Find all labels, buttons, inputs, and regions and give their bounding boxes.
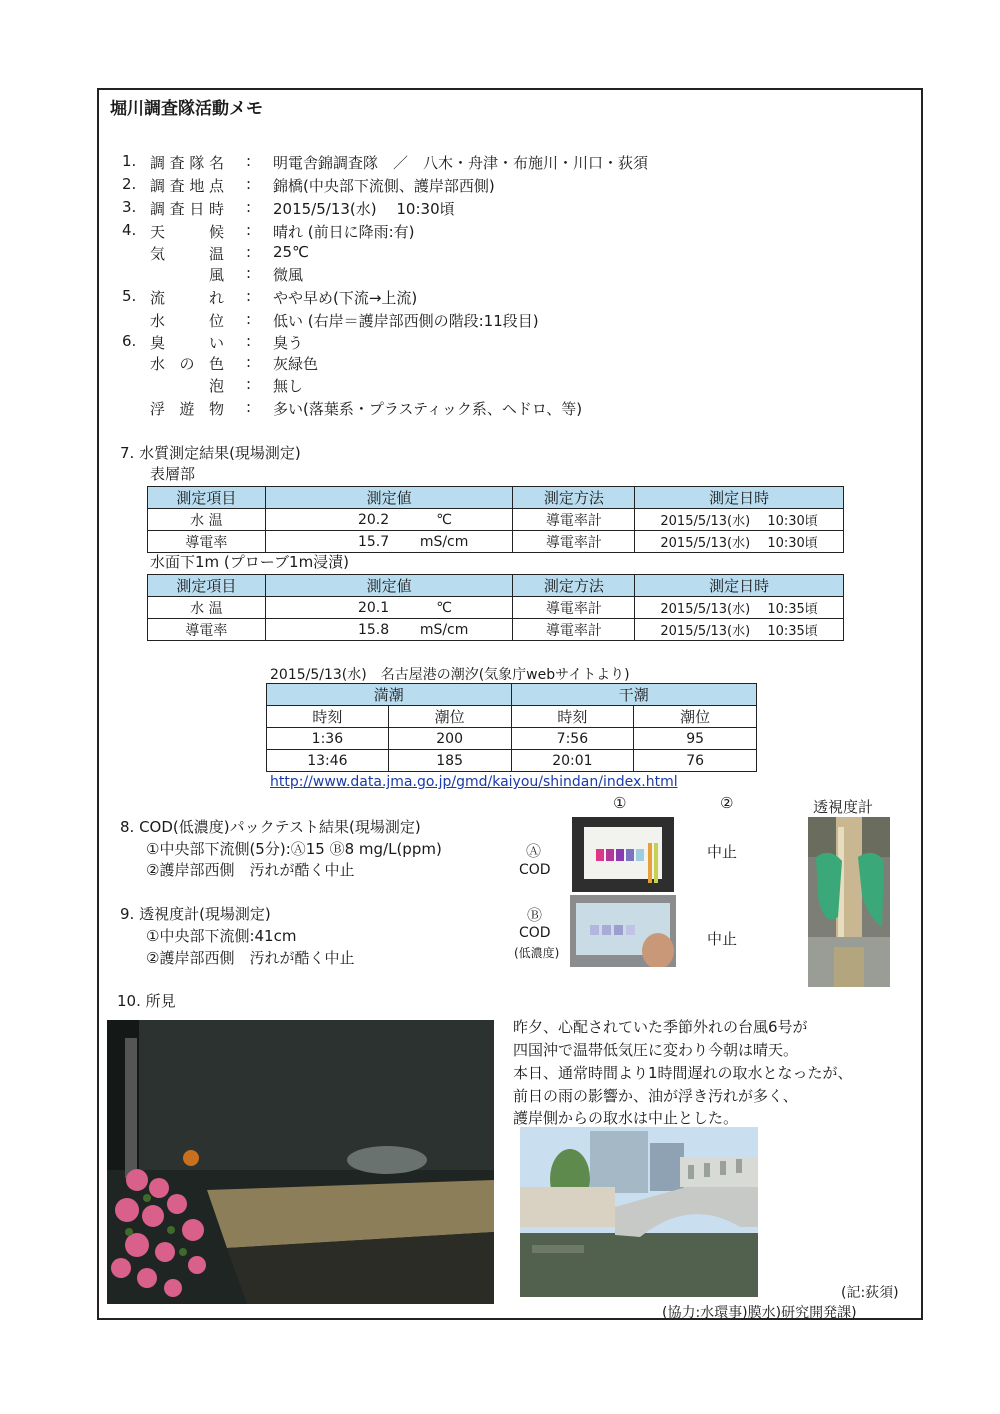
item-value: 臭う: [273, 334, 304, 352]
item-colon: :: [246, 175, 252, 193]
header-datetime: 測定日時: [635, 575, 844, 597]
tide-caption: 2015/5/13(水) 名古屋港の潮汐(気象庁webサイトより): [270, 667, 630, 683]
item-label: 気 温: [150, 245, 224, 263]
tide-cell: 200: [388, 728, 511, 750]
transparency-photo-image: [808, 817, 890, 987]
item-num: 6.: [122, 332, 137, 350]
cell-datetime: 2015/5/13(水) 10:30頃: [635, 509, 844, 531]
cell-item: 水 温: [148, 509, 266, 531]
cod-stop-2: 中止: [707, 930, 738, 948]
surface-table: [147, 486, 844, 553]
cooperation-note: (協力:水環事)膜水)研究開発課): [662, 1305, 857, 1321]
item-colon: :: [246, 310, 252, 328]
transparency-meter-photo: [808, 817, 890, 987]
item-colon: :: [246, 264, 252, 282]
cod-heading: 8. COD(低濃度)パックテスト結果(現場測定): [120, 818, 421, 836]
item-value: 微風: [273, 266, 304, 284]
tide-cell: 7:56: [511, 728, 634, 750]
item-label: 調査日時: [150, 200, 224, 218]
jma-link[interactable]: http://www.data.jma.go.jp/gmd/kaiyou/shindan/index.html: [270, 774, 678, 790]
cell-method: 導電率計: [513, 509, 635, 531]
cell-method: 導電率計: [513, 531, 635, 553]
value-unit: ℃: [436, 511, 452, 528]
item-colon: :: [246, 287, 252, 305]
item-colon: :: [246, 353, 252, 371]
item-colon: :: [246, 332, 252, 350]
item-colon: :: [246, 221, 252, 239]
item-value: 多い(落葉系・プラスティック系、ヘドロ、等): [273, 400, 583, 418]
item-label: 浮 遊 物: [150, 400, 224, 418]
riverbank-photo-image: [107, 1020, 494, 1304]
cell-value: [265, 509, 513, 531]
depth-label: 水面下1m (プローブ1m浸漬): [150, 553, 350, 571]
cell-value: [265, 531, 513, 553]
item-colon: :: [246, 198, 252, 216]
cod-line1: ①中央部下流側(5分):Ⓐ15 Ⓑ8 mg/L(ppm): [146, 840, 442, 858]
item-label: 天 候: [150, 223, 224, 241]
cod-b-mark: Ⓑ: [527, 906, 543, 924]
header-value: 測定値: [265, 487, 513, 509]
tide-cell: 76: [634, 750, 757, 772]
item-value: 2015/5/13(水) 10:30頃: [273, 200, 455, 218]
findings-line: 本日、通常時間より1時間遅れの取水となったが、: [513, 1064, 853, 1082]
cod-a-label: COD: [519, 862, 551, 878]
tide-cell: 20:01: [511, 750, 634, 772]
header-item: 測定項目: [148, 575, 266, 597]
transparency-heading: 9. 透視度計(現場測定): [120, 905, 271, 923]
depth-table: [147, 574, 844, 641]
cod-line2: ②護岸部西側 汚れが酷く中止: [146, 861, 355, 879]
bridge-photo-image: [520, 1127, 758, 1297]
cod-photo-b-image: [570, 895, 676, 967]
item-num: 4.: [122, 221, 137, 239]
cell-datetime: 2015/5/13(水) 10:35頃: [635, 619, 844, 641]
table-row: [267, 728, 757, 750]
value-unit: mS/cm: [419, 533, 469, 550]
findings-line: 昨夕、心配されていた季節外れの台風6号が: [513, 1018, 808, 1036]
cell-datetime: 2015/5/13(水) 10:30頃: [635, 531, 844, 553]
item-colon: :: [246, 152, 252, 170]
item-num: 2.: [122, 175, 137, 193]
header-item: 測定項目: [148, 487, 266, 509]
col1-label: ①: [613, 794, 627, 812]
cell-item: 導電率: [148, 619, 266, 641]
item-value: 低い (右岸＝護岸部西側の階段:11段目): [273, 312, 539, 330]
item-value: 無し: [273, 377, 304, 395]
item-label: 調査地点: [150, 177, 224, 195]
item-num: 3.: [122, 198, 137, 216]
value-number: 20.1: [357, 599, 390, 616]
findings-line: 前日の雨の影響か、油が浮き汚れが多く、: [513, 1087, 798, 1105]
item-value: やや早め(下流→上流): [273, 289, 418, 307]
tide-cell: 95: [634, 728, 757, 750]
table-row: [267, 750, 757, 772]
item-value: 錦橋(中央部下流側、護岸部西側): [273, 177, 495, 195]
item-num: 5.: [122, 287, 137, 305]
findings-heading: 10. 所見: [117, 992, 176, 1010]
item-value: 25℃: [273, 243, 309, 261]
item-label: 水 の 色: [150, 355, 224, 373]
surface-label: 表層部: [150, 465, 196, 483]
tide-table: [266, 683, 757, 772]
page-title: 堀川調査隊活動メモ: [110, 99, 263, 119]
tide-subheader: 時刻: [511, 706, 634, 728]
value-number: 15.7: [357, 533, 390, 550]
cod-test-photo-b: [570, 895, 676, 967]
item-label: 流 れ: [150, 289, 224, 307]
water-quality-heading: 7. 水質測定結果(現場測定): [120, 444, 301, 462]
transparency-photo-label: 透視度計: [813, 798, 874, 816]
cod-b-label: COD: [519, 925, 551, 941]
header-value: 測定値: [265, 575, 513, 597]
table-row: [148, 597, 844, 619]
cell-value: [265, 619, 513, 641]
cod-test-photo-a: [572, 817, 674, 892]
item-value: 晴れ (前日に降雨:有): [273, 223, 415, 241]
item-label: 泡: [208, 377, 224, 395]
cod-stop-1: 中止: [707, 843, 738, 861]
cod-b-sub: (低濃度): [514, 946, 560, 960]
cod-photo-a-image: [572, 817, 674, 892]
col2-label: ②: [720, 794, 734, 812]
item-label: 風: [208, 266, 224, 284]
tide-subheader: 潮位: [634, 706, 757, 728]
bridge-photo: [520, 1127, 758, 1297]
tide-subheader: 時刻: [267, 706, 389, 728]
cell-item: 水 温: [148, 597, 266, 619]
header-datetime: 測定日時: [635, 487, 844, 509]
transparency-line2: ②護岸部西側 汚れが酷く中止: [146, 949, 355, 967]
table-row: [148, 531, 844, 553]
tide-subheader: 潮位: [388, 706, 511, 728]
tide-cell: 185: [388, 750, 511, 772]
item-num: 1.: [122, 152, 137, 170]
item-label: 調査隊名: [150, 154, 224, 172]
header-method: 測定方法: [513, 487, 635, 509]
item-colon: :: [246, 243, 252, 261]
table-row: [148, 619, 844, 641]
findings-line: 四国沖で温帯低気圧に変わり今朝は晴天。: [513, 1041, 799, 1059]
item-value: 灰緑色: [273, 355, 319, 373]
cell-method: 導電率計: [513, 597, 635, 619]
value-unit: mS/cm: [419, 621, 469, 638]
cell-item: 導電率: [148, 531, 266, 553]
item-label: 水 位: [150, 312, 224, 330]
cell-value: [265, 597, 513, 619]
tide-cell: 1:36: [267, 728, 389, 750]
cod-a-mark: Ⓐ: [526, 842, 542, 860]
item-value: 明電舎錦調査隊 ／ 八木・舟津・布施川・川口・荻須: [273, 154, 649, 172]
value-number: 20.2: [357, 511, 390, 528]
transparency-line1: ①中央部下流側:41cm: [146, 927, 297, 945]
low-tide-header: 干潮: [511, 684, 757, 706]
recorder-note: (記:荻須): [841, 1285, 899, 1301]
header-method: 測定方法: [513, 575, 635, 597]
cell-method: 導電率計: [513, 619, 635, 641]
cell-datetime: 2015/5/13(水) 10:35頃: [635, 597, 844, 619]
value-unit: ℃: [436, 599, 452, 616]
item-label: 臭 い: [150, 334, 224, 352]
table-row: [148, 509, 844, 531]
item-colon: :: [246, 375, 252, 393]
value-number: 15.8: [357, 621, 390, 638]
findings-line: 護岸側からの取水は中止とした。: [513, 1109, 739, 1127]
high-tide-header: 満潮: [267, 684, 512, 706]
item-colon: :: [246, 398, 252, 416]
tide-cell: 13:46: [267, 750, 389, 772]
riverbank-photo: [107, 1020, 494, 1304]
